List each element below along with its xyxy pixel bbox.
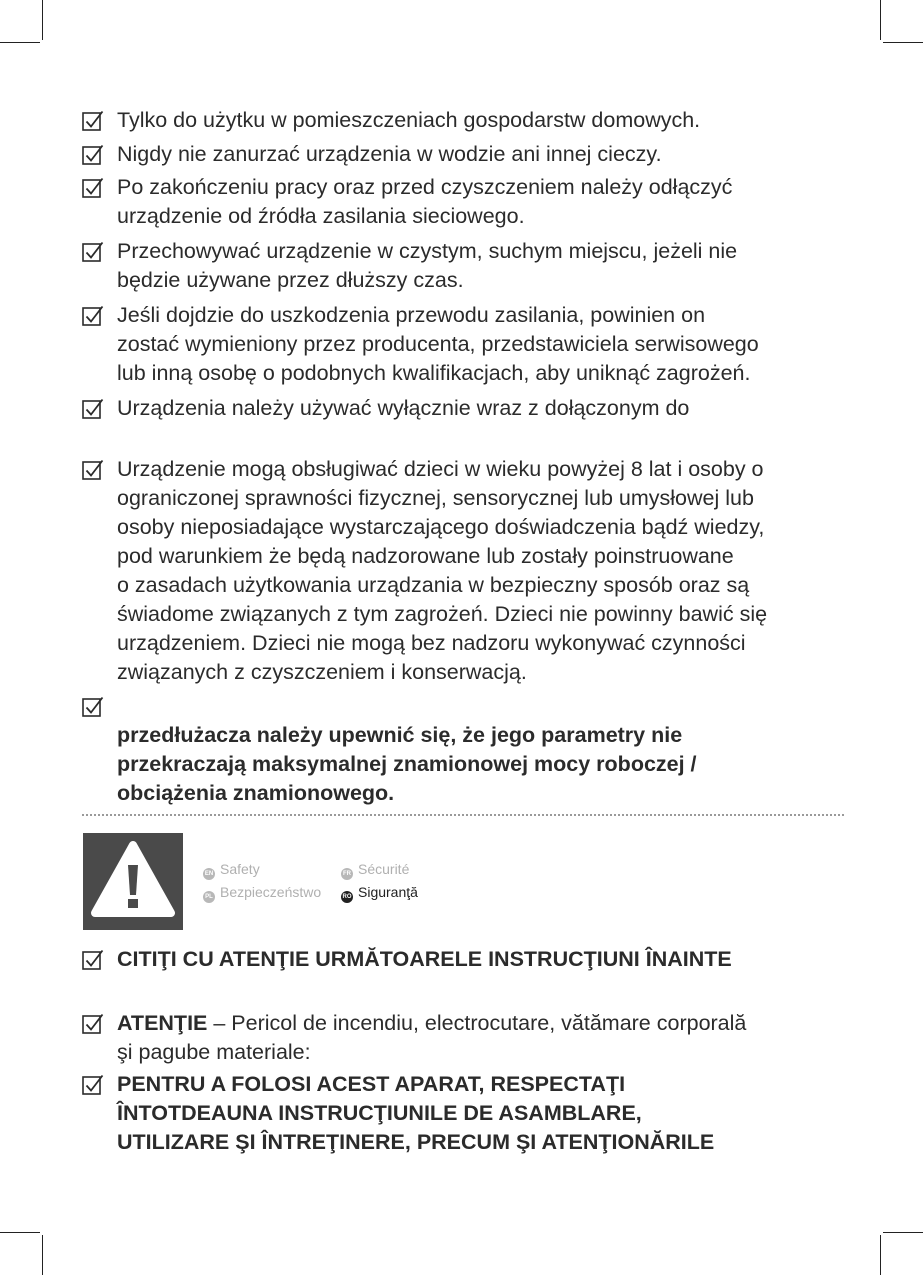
bold-lead: ATENŢIE: [117, 1011, 208, 1035]
checkbox-icon: [82, 144, 104, 166]
checkbox-icon: [82, 1074, 104, 1096]
item-line: Po zakończeniu pracy oraz przed czyszczeniem należy odłączyć: [117, 175, 733, 199]
item-line: şi pagube materiale:: [117, 1040, 311, 1064]
pl-item: [82, 140, 862, 169]
crop-mark: [883, 42, 923, 43]
item-line: urządzeniem. Dzieci nie mogą bez nadzoru wykonywać czynności: [117, 631, 746, 655]
item-line: przekraczają maksymalnej znamionowej mocy roboczej /: [117, 752, 697, 776]
item-line: PENTRU A FOLOSI ACEST APARAT, RESPECTAŢI: [117, 1072, 626, 1096]
lang-name: Bezpieczeństwo: [220, 884, 322, 900]
item-line: będzie używane przez dłuższy czas.: [117, 268, 464, 292]
checkbox-icon: [82, 110, 104, 132]
item-line: pod warunkiem że będą nadzorowane lub zostały poinstruowane: [117, 544, 734, 568]
lang-label-ro: [341, 883, 418, 903]
item-line: osoby nieposiadające wystarczającego doświadczenia bądź wiedzy,: [117, 515, 765, 539]
item-line: zostać wymieniony przez producenta, przedstawiciela serwisowego: [117, 332, 759, 356]
item-line: UTILIZARE ŞI ÎNTREŢINERE, PRECUM ŞI ATENŢIONĂRILE: [117, 1130, 715, 1154]
section-divider: [82, 814, 844, 816]
checkbox-icon: [82, 949, 104, 971]
item-line: urządzenie od źródła zasilania sieciowego.: [117, 204, 525, 228]
item-line: Urządzenie mogą obsługiwać dzieci w wieku powyżej 8 lat i osoby o: [117, 457, 764, 481]
pl-item: [82, 455, 862, 687]
item-line: obciążenia znamionowego.: [117, 781, 395, 805]
lang-name: Safety: [220, 861, 260, 877]
pl-item: [82, 692, 862, 808]
lang-badge: EN: [203, 868, 215, 880]
item-line: Tylko do użytku w pomieszczeniach gospodarstw domowych.: [117, 108, 701, 132]
lang-label-fr: [341, 860, 409, 880]
lang-badge: FR: [341, 868, 353, 880]
item-line: Urządzenia należy używać wyłącznie wraz z dołączonym do: [117, 396, 690, 420]
checkbox-icon: [82, 398, 104, 420]
item-line: Przechowywać urządzenie w czystym, suchym miejscu, jeżeli nie: [117, 239, 738, 263]
item-line: Nigdy nie zanurzać urządzenia w wodzie ani innej cieczy.: [117, 142, 662, 166]
pl-item: [82, 301, 862, 388]
crop-mark: [0, 42, 40, 43]
crop-mark: [880, 0, 881, 40]
crop-mark: [883, 1232, 923, 1233]
item-line: o zasadach użytkowania urządzania w bezpieczny sposób oraz są: [117, 573, 750, 597]
crop-mark: [880, 1235, 881, 1275]
item-line: lub inną osobę o podobnych kwalifikacjach, aby uniknąć zagrożeń.: [117, 361, 751, 385]
item-line: przedłużacza należy upewnić się, że jego parametry nie: [117, 723, 683, 747]
pl-item: [82, 106, 862, 135]
item-line: ÎNTOTDEAUNA INSTRUCŢIUNILE DE ASAMBLARE,: [117, 1101, 642, 1125]
crop-mark: [0, 1232, 40, 1233]
item-line: [117, 1009, 862, 1038]
item-line: ograniczonej sprawności fizycznej, sensorycznej lub umysłowej lub: [117, 486, 754, 510]
item-line-rest: – Pericol de incendiu, electrocutare, vătămare corporală: [207, 1011, 747, 1035]
lang-name: Siguranţă: [358, 884, 418, 900]
checkbox-icon: [82, 241, 104, 263]
item-line: związanych z czyszczeniem i konserwacją.: [117, 660, 527, 684]
pl-item: [82, 173, 862, 231]
lang-label-en: [203, 860, 260, 880]
pl-item: [82, 394, 862, 423]
lang-badge: PL: [203, 891, 215, 903]
item-line: CITIŢI CU ATENŢIE URMĂTOARELE INSTRUCŢIUNI ÎNAINTE: [117, 947, 732, 971]
ro-item: [82, 1070, 862, 1157]
crop-mark: [42, 1235, 43, 1275]
checkbox-icon: [82, 459, 104, 481]
checkbox-icon: [82, 305, 104, 327]
ro-item: [82, 1009, 862, 1067]
warning-icon: [83, 833, 183, 930]
checkbox-icon: [82, 1013, 104, 1035]
lang-label-pl: [203, 883, 321, 903]
item-line: [117, 692, 862, 721]
lang-badge: RO: [341, 891, 353, 903]
item-line: świadome związanych z tym zagrożeń. Dzieci nie powinny bawić się: [117, 602, 768, 626]
item-line: Jeśli dojdzie do uszkodzenia przewodu zasilania, powinien on: [117, 303, 706, 327]
pl-item: [82, 237, 862, 295]
crop-mark: [42, 0, 43, 40]
lang-name: Sécurité: [358, 861, 410, 877]
ro-item: [82, 945, 862, 974]
checkbox-icon: [82, 696, 104, 718]
checkbox-icon: [82, 177, 104, 199]
